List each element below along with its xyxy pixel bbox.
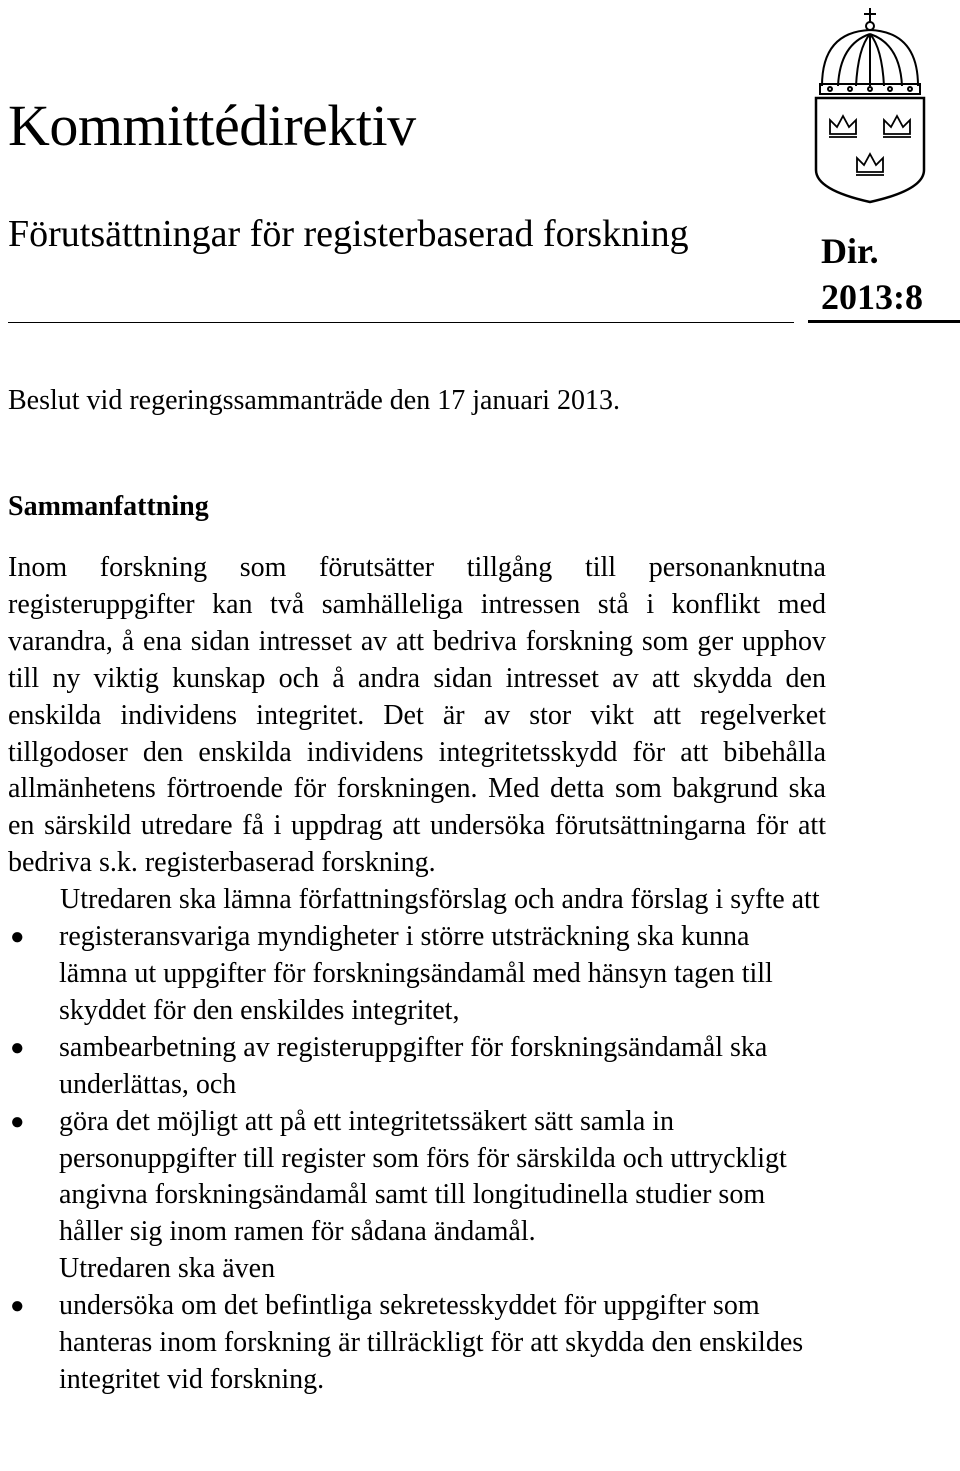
decision-date-line: Beslut vid regeringssammanträde den 17 januari 2013.: [8, 385, 620, 416]
header-divider-bold: [808, 320, 960, 323]
list-item-text: registeransvariga myndigheter i större utsträckning ska kunna lämna ut uppgifter för forskningsändamål med hänsyn tagen till skyddet för den enskildes integritet,: [59, 921, 773, 1026]
list-item-text: undersöka om det befintliga sekretesskyddet för uppgifter som hanteras inom forskning är tillräckligt för att skydda den enskildes integritet vid forskning.: [59, 1290, 804, 1395]
bullet-icon: ●: [10, 1108, 25, 1135]
section-heading: Sammanfattning: [8, 491, 209, 522]
list-item: [8, 1288, 819, 1399]
list-item-text: göra det möjligt att på ett integritetssäkert sätt samla in personuppgifter till register som förs för särskilda och uttryckligt angivna forskningsändamål samt till longitudinella studier som håller sig inom ramen för sådana ändamål.: [59, 1105, 787, 1248]
directive-number: 2013:8: [821, 277, 923, 317]
summary-body: [8, 550, 826, 1399]
header-divider: [8, 322, 794, 323]
bullet-icon: ●: [10, 924, 25, 951]
directive-label: Dir.: [821, 231, 879, 271]
page-title: Kommittédirektiv: [8, 93, 416, 158]
list-item-text: sambearbetning av registeruppgifter för forskningsändamål ska underlättas, och: [59, 1031, 768, 1100]
directive-subtitle: Förutsättningar för registerbaserad forskning: [8, 213, 689, 255]
summary-intro: Utredaren ska lämna författningsförslag och andra förslag i syfte att: [60, 884, 820, 916]
summary-also: Utredaren ska även: [59, 1253, 276, 1285]
list-item: [8, 1104, 819, 1252]
summary-paragraph: Inom forskning som förutsätter tillgång till personanknutna registeruppgifter kan två samhälleliga intressen stå i konflikt med varandra, å ena sidan intresset av att bedriva forskning som ger upphov till ny viktig kunskap och å andra sidan intresset av att skydda den enskilda individens integritet. Det är av stor vikt att regelverket tillgodoser den enskilda individens integritetsskydd för att bibehålla allmänhetens förtroende för forskningen. Med detta som bakgrund ska en särskild utredare få i uppdrag att undersöka förutsättningarna för att bedriva s.k. registerbaserad forskning.: [8, 552, 826, 879]
bullet-icon: ●: [10, 1034, 25, 1061]
bullet-icon: ●: [10, 1293, 25, 1320]
list-item: [8, 919, 819, 1030]
proposal-list: [8, 919, 826, 1251]
list-item: [8, 1030, 819, 1104]
coat-of-arms-icon: [808, 4, 936, 204]
additional-task-list: [8, 1288, 826, 1399]
